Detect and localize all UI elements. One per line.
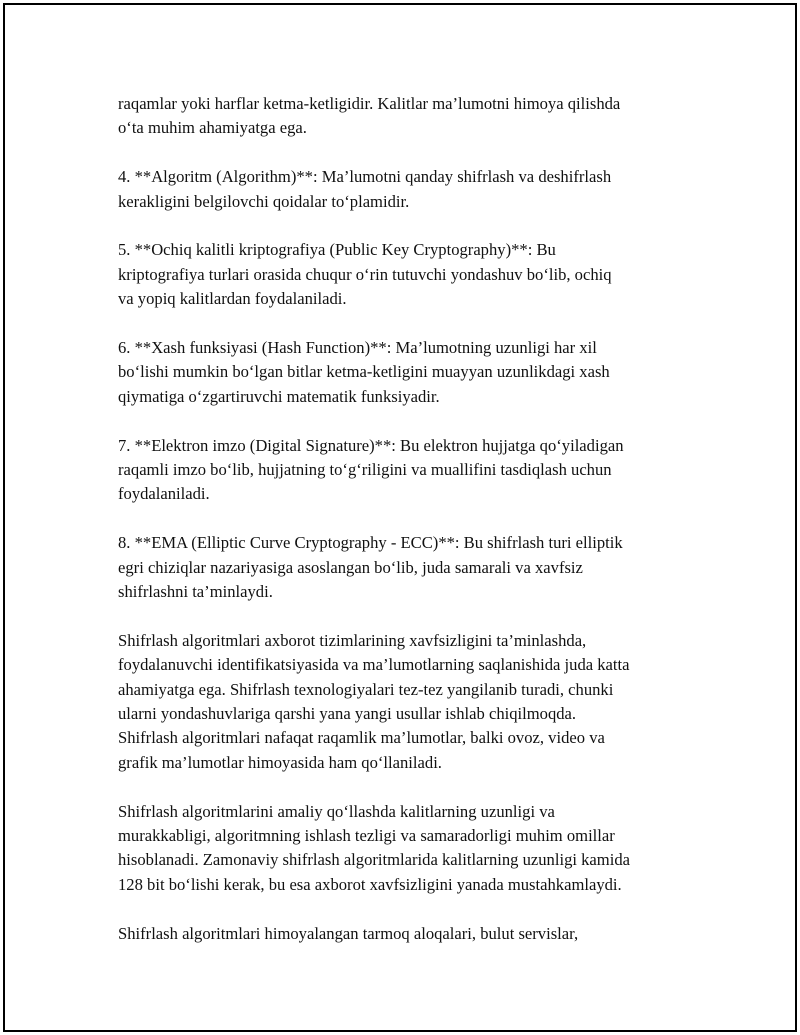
paragraph-item-5-public-key: 5. **Ochiq kalitli kriptografiya (Public Key Cryptography)**: Bu kriptografiya turlari orasida chuqur o‘rin tutuvchi yondashuv bo‘lib, ochiq va yopiq kalitlardan foydalaniladi.: [118, 240, 612, 309]
paragraph-applications: Shifrlash algoritmlari himoyalangan tarmoq aloqalari, bulut servislar,: [118, 923, 579, 943]
document-body: [118, 92, 698, 970]
paragraph-importance: Shifrlash algoritmlari axborot tizimlarining xavfsizligini ta’minlashda, foydalanuvchi identifikatsiyasida va ma’lumotlarning saqlanishida juda katta ahamiyatga ega. Shifrlash texnologiyalari tez-tez yangilanib turadi, chunki ularni yondashuvlariga qarshi yana yangi usullar ishlab chiqilmoqda. Shifrlash algoritmlari nafaqat raqamlik ma’lumotlar, balki ovoz, video va grafik ma’lumotlar himoyasida ham qo‘llaniladi.: [118, 630, 630, 772]
paragraph-key-length: Shifrlash algoritmlarini amaliy qo‘llashda kalitlarning uzunligi va murakkabligi, algoritmning ishlash tezligi va samaradorligi muhim omillar hisoblanadi. Zamonaviy shifrlash algoritmlarida kalitlarning uzunligi kamida 128 bit bo‘lishi kerak, bu esa axborot xavfsizligini yanada mustahkamlaydi.: [118, 801, 630, 894]
paragraph-item-4-algorithm: 4. **Algoritm (Algorithm)**: Ma’lumotni qanday shifrlash va deshifrlash kerakligini belgilovchi qoidalar to‘plamidir.: [118, 167, 612, 211]
paragraph-item-6-hash-function: 6. **Xash funksiyasi (Hash Function)**: Ma’lumotning uzunligi har xil bo‘lishi mumkin bo‘lgan bitlar ketma-ketligini muayyan uzunlikdagi xash qiymatiga o‘zgartiruvchi matematik funksiyadir.: [118, 338, 610, 406]
paragraph-keys-continuation: raqamlar yoki harflar ketma-ketligidir. Kalitlar ma’lumotni himoya qilishda o‘ta muhim ahamiyatga ega.: [118, 94, 621, 138]
paragraph-item-7-digital-signature: 7. **Elektron imzo (Digital Signature)**: Bu elektron hujjatga qo‘yiladigan raqamli imzo bo‘lib, hujjatning to‘g‘riligini va muallifini tasdiqlash uchun foydalaniladi.: [118, 435, 624, 504]
paragraph-item-8-ecc: 8. **EMA (Elliptic Curve Cryptography - ECC)**: Bu shifrlash turi elliptik egri chiziqlar nazariyasiga asoslangan bo‘lib, juda samarali va xavfsiz shifrlashni ta’minlaydi.: [118, 533, 623, 602]
